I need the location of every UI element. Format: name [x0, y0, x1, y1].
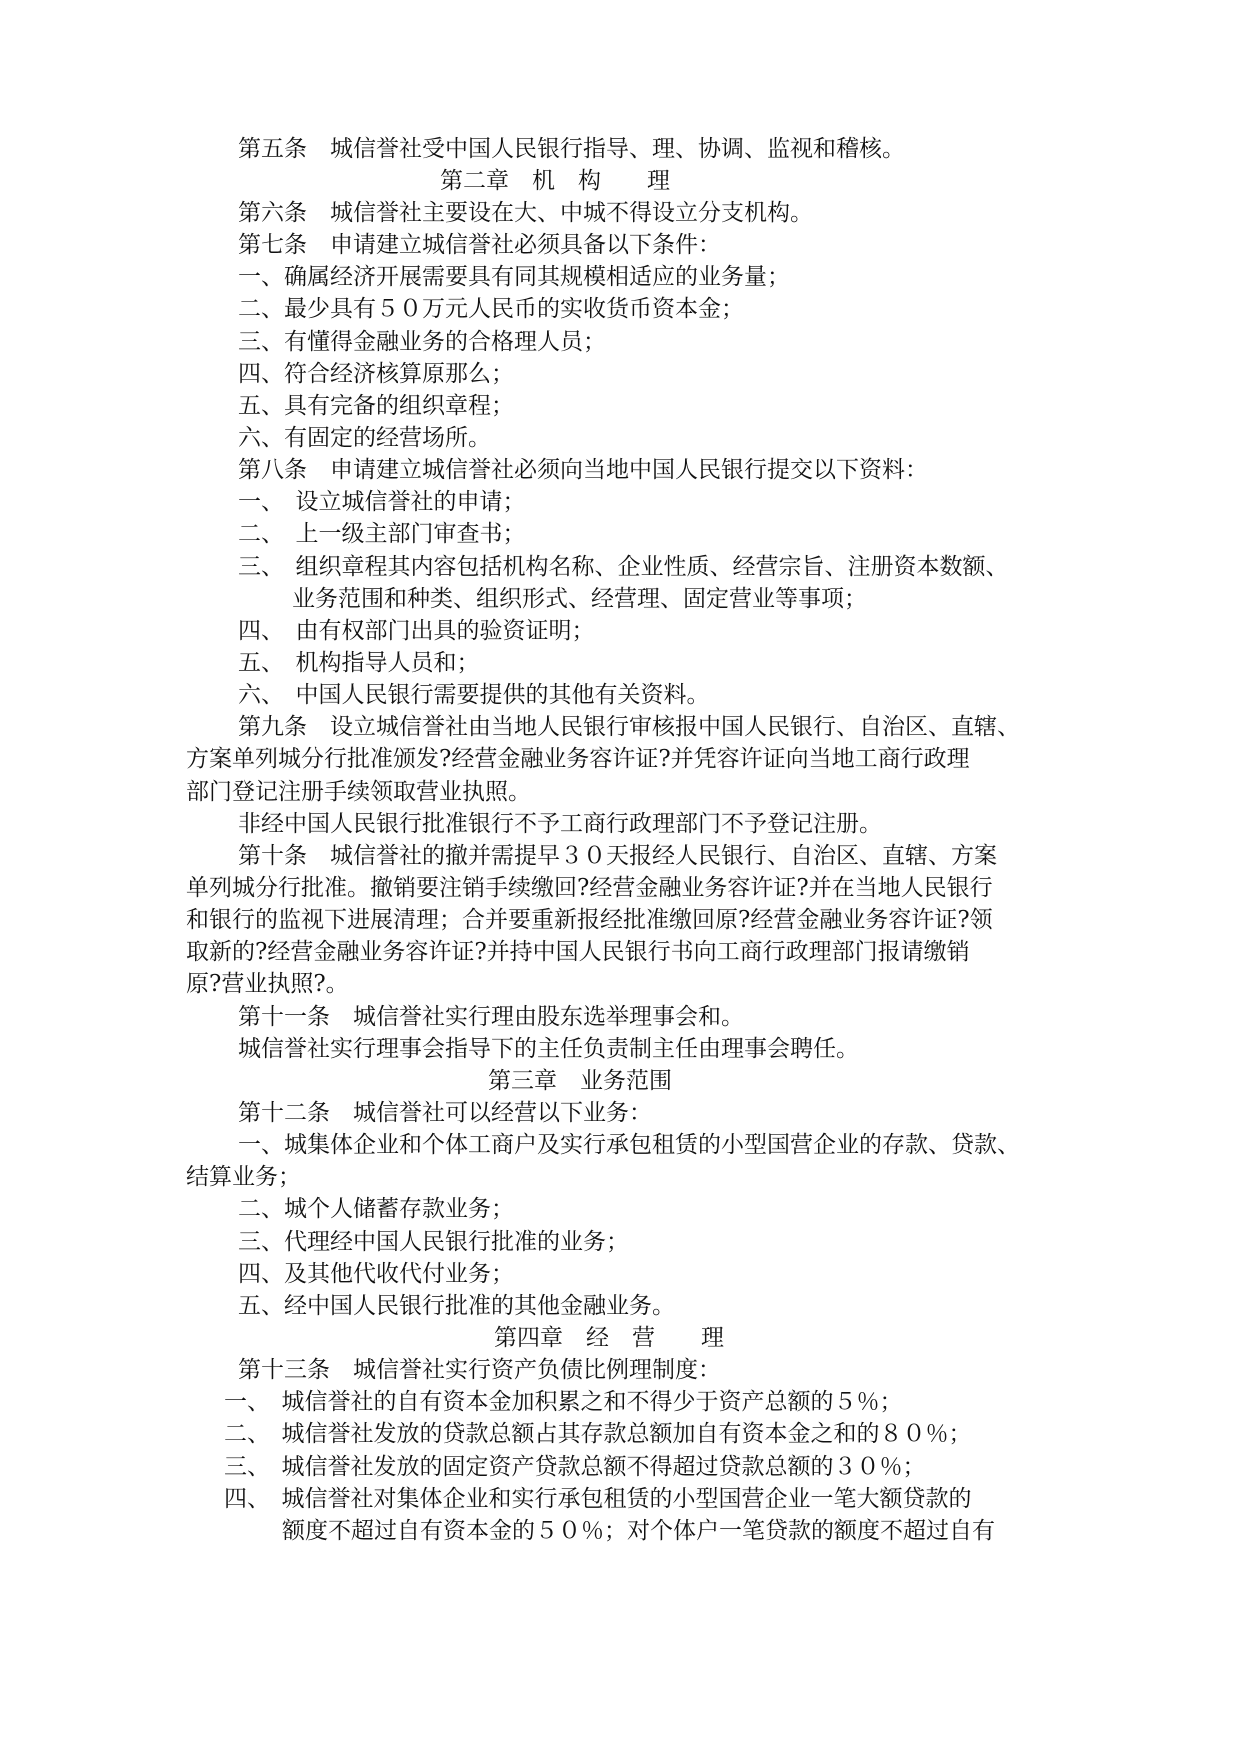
article-5-line: 第五条 城信誉社受中国人民银行指导、理、协调、监视和稽核。	[238, 136, 905, 162]
list-item: 一、确属经济开展需要具有同其规模相适应的业务量；	[238, 264, 790, 290]
list-item: 四、 由有权部门出具的验资证明；	[238, 618, 595, 644]
article-13-line: 第十三条 城信誉社实行资产负债比例理制度：	[238, 1357, 721, 1383]
paragraph-line: 单列城分行批准。撤销要注销手续缴回?经营金融业务容许证?并在当地人民银行	[186, 875, 993, 901]
chapter-2-heading: 第二章 机 构 理	[440, 168, 670, 194]
list-item: 六、有固定的经营场所。	[238, 425, 491, 451]
paragraph-line: 方案单列城分行批准颁发?经营金融业务容许证?并凭容许证向当地工商行政理	[186, 746, 970, 772]
paragraph-line: 非经中国人民银行批准银行不予工商行政理部门不予登记注册。	[238, 811, 882, 837]
list-item: 二、城个人储蓄存款业务；	[238, 1196, 514, 1222]
list-item-continuation: 业务范围和种类、组织形式、经营理、固定营业等事项；	[292, 586, 867, 612]
article-12-line: 第十二条 城信誉社可以经营以下业务：	[238, 1100, 652, 1126]
list-item: 三、 组织章程其内容包括机构名称、企业性质、经营宗旨、注册资本数额、	[238, 554, 1009, 580]
chapter-4-heading: 第四章 经 营 理	[494, 1325, 724, 1351]
article-6-line: 第六条 城信誉社主要设在大、中城不得设立分支机构。	[238, 200, 813, 226]
list-item: 五、经中国人民银行批准的其他金融业务。	[238, 1293, 675, 1319]
article-7-line: 第七条 申请建立城信誉社必须具备以下条件：	[238, 232, 721, 258]
list-item: 二、 城信誉社发放的贷款总额占其存款总额加自有资本金之和的８０％；	[224, 1421, 972, 1447]
list-item: 二、 上一级主部门审查书；	[238, 521, 526, 547]
article-10-line: 第十条 城信誉社的撤并需提早３０天报经人民银行、自治区、直辖、方案	[238, 843, 997, 869]
list-item-continuation: 额度不超过自有资本金的５０％；对个体户一笔贷款的额度不超过自有	[282, 1518, 995, 1544]
article-11-line: 第十一条 城信誉社实行理由股东选举理事会和。	[238, 1004, 744, 1030]
list-item: 六、 中国人民银行需要提供的其他有关资料。	[238, 682, 710, 708]
list-item: 一、城集体企业和个体工商户及实行承包租赁的小型国营企业的存款、贷款、	[238, 1132, 1020, 1158]
paragraph-line: 取新的?经营金融业务容许证?并持中国人民银行书向工商行政理部门报请缴销	[186, 939, 970, 965]
list-item: 一、 设立城信誉社的申请；	[238, 489, 526, 515]
list-item: 一、 城信誉社的自有资本金加积累之和不得少于资产总额的５％；	[224, 1389, 903, 1415]
list-item: 三、 城信誉社发放的固定资产贷款总额不得超过贷款总额的３０％；	[224, 1454, 926, 1480]
article-8-line: 第八条 申请建立城信誉社必须向当地中国人民银行提交以下资料：	[238, 457, 928, 483]
list-item-continuation: 结算业务；	[186, 1164, 301, 1190]
paragraph-line: 部门登记注册手续领取营业执照。	[186, 779, 531, 805]
article-9-line: 第九条 设立城信誉社由当地人民银行审核报中国人民银行、自治区、直辖、	[238, 714, 1020, 740]
paragraph-line: 城信誉社实行理事会指导下的主任负责制主任由理事会聘任。	[238, 1036, 859, 1062]
list-item: 三、有懂得金融业务的合格理人员；	[238, 329, 606, 355]
list-item: 五、具有完备的组织章程；	[238, 393, 514, 419]
list-item: 四、 城信誉社对集体企业和实行承包租赁的小型国营企业一笔大额贷款的	[224, 1486, 972, 1512]
paragraph-line: 和银行的监视下进展清理；合并要重新报经批准缴回原?经营金融业务容许证?领	[186, 907, 993, 933]
list-item: 二、最少具有５０万元人民币的实收货币资本金；	[238, 296, 744, 322]
list-item: 四、及其他代收代付业务；	[238, 1261, 514, 1287]
list-item: 四、符合经济核算原那么；	[238, 361, 514, 387]
list-item: 五、 机构指导人员和；	[238, 650, 480, 676]
paragraph-line: 原?营业执照?。	[186, 971, 349, 997]
chapter-3-heading: 第三章 业务范围	[488, 1068, 672, 1094]
list-item: 三、代理经中国人民银行批准的业务；	[238, 1229, 629, 1255]
